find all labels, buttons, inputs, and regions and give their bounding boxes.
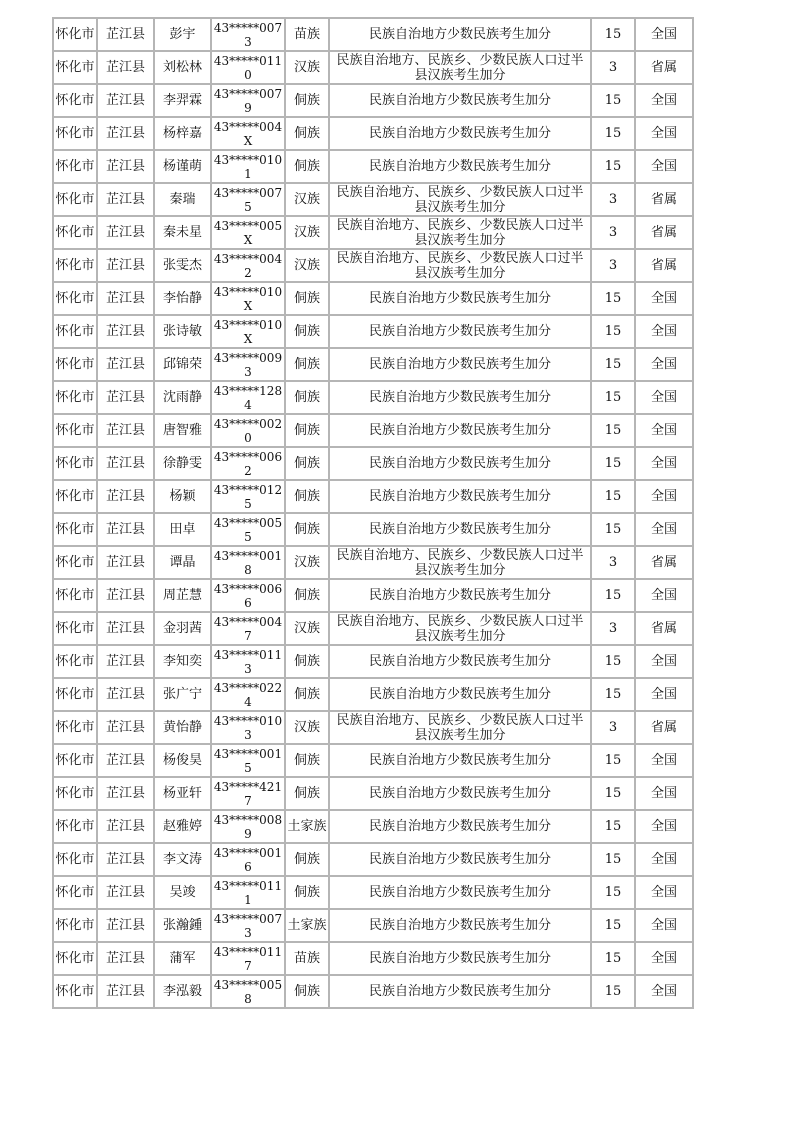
name-cell: 蒲军: [154, 942, 211, 975]
name-cell: 张瀚鍾: [154, 909, 211, 942]
id-number-cell: 43*****0018: [211, 546, 285, 579]
table-row: [53, 876, 693, 909]
id-number-cell: 43*****0101: [211, 150, 285, 183]
city-cell: 怀化市: [53, 711, 97, 744]
id-number-cell: 43*****0111: [211, 876, 285, 909]
bonus-reason-cell: 民族自治地方、民族乡、少数民族人口过半县汉族考生加分: [329, 711, 591, 744]
table-row: [53, 183, 693, 216]
id-number-cell: 43*****0073: [211, 909, 285, 942]
county-cell: 芷江县: [97, 942, 154, 975]
city-cell: 怀化市: [53, 414, 97, 447]
table-row: [53, 645, 693, 678]
scope-cell: 全国: [635, 876, 693, 909]
county-cell: 芷江县: [97, 876, 154, 909]
county-cell: 芷江县: [97, 18, 154, 51]
ethnicity-cell: 侗族: [285, 117, 329, 150]
points-cell: 15: [591, 744, 635, 777]
bonus-reason-cell: 民族自治地方少数民族考生加分: [329, 381, 591, 414]
name-cell: 李文涛: [154, 843, 211, 876]
id-number-cell: 43*****1284: [211, 381, 285, 414]
city-cell: 怀化市: [53, 447, 97, 480]
points-cell: 15: [591, 909, 635, 942]
bonus-reason-cell: 民族自治地方、民族乡、少数民族人口过半县汉族考生加分: [329, 216, 591, 249]
scope-cell: 全国: [635, 315, 693, 348]
points-cell: 15: [591, 348, 635, 381]
scope-cell: 全国: [635, 381, 693, 414]
ethnicity-cell: 汉族: [285, 183, 329, 216]
city-cell: 怀化市: [53, 612, 97, 645]
bonus-reason-cell: 民族自治地方少数民族考生加分: [329, 678, 591, 711]
city-cell: 怀化市: [53, 513, 97, 546]
city-cell: 怀化市: [53, 315, 97, 348]
county-cell: 芷江县: [97, 447, 154, 480]
name-cell: 李怡静: [154, 282, 211, 315]
scope-cell: 全国: [635, 810, 693, 843]
id-number-cell: 43*****0066: [211, 579, 285, 612]
scope-cell: 全国: [635, 678, 693, 711]
ethnicity-cell: 汉族: [285, 612, 329, 645]
points-cell: 15: [591, 810, 635, 843]
name-cell: 杨亚轩: [154, 777, 211, 810]
table-row: [53, 975, 693, 1008]
scope-cell: 全国: [635, 942, 693, 975]
city-cell: 怀化市: [53, 216, 97, 249]
scope-cell: 全国: [635, 480, 693, 513]
ethnicity-cell: 侗族: [285, 843, 329, 876]
id-number-cell: 43*****4217: [211, 777, 285, 810]
ethnicity-cell: 苗族: [285, 942, 329, 975]
bonus-reason-cell: 民族自治地方少数民族考生加分: [329, 447, 591, 480]
name-cell: 邱锦荣: [154, 348, 211, 381]
table-row: [53, 381, 693, 414]
bonus-reason-cell: 民族自治地方少数民族考生加分: [329, 645, 591, 678]
points-cell: 3: [591, 612, 635, 645]
table-row: [53, 546, 693, 579]
ethnicity-cell: 汉族: [285, 711, 329, 744]
scope-cell: 省属: [635, 249, 693, 282]
ethnicity-cell: 侗族: [285, 348, 329, 381]
scope-cell: 省属: [635, 711, 693, 744]
name-cell: 李知奕: [154, 645, 211, 678]
bonus-reason-cell: 民族自治地方少数民族考生加分: [329, 117, 591, 150]
id-number-cell: 43*****0089: [211, 810, 285, 843]
id-number-cell: 43*****005X: [211, 216, 285, 249]
bonus-reason-cell: 民族自治地方少数民族考生加分: [329, 513, 591, 546]
name-cell: 彭宇: [154, 18, 211, 51]
name-cell: 黄怡静: [154, 711, 211, 744]
city-cell: 怀化市: [53, 744, 97, 777]
scope-cell: 全国: [635, 645, 693, 678]
scope-cell: 全国: [635, 909, 693, 942]
id-number-cell: 43*****0020: [211, 414, 285, 447]
points-cell: 15: [591, 282, 635, 315]
table-row: [53, 678, 693, 711]
id-number-cell: 43*****0079: [211, 84, 285, 117]
table-row: [53, 84, 693, 117]
name-cell: 杨颖: [154, 480, 211, 513]
scope-cell: 全国: [635, 579, 693, 612]
bonus-reason-cell: 民族自治地方少数民族考生加分: [329, 315, 591, 348]
id-number-cell: 43*****0113: [211, 645, 285, 678]
bonus-reason-cell: 民族自治地方少数民族考生加分: [329, 942, 591, 975]
bonus-reason-cell: 民族自治地方少数民族考生加分: [329, 810, 591, 843]
id-number-cell: 43*****0093: [211, 348, 285, 381]
points-cell: 15: [591, 843, 635, 876]
points-cell: 3: [591, 711, 635, 744]
points-cell: 15: [591, 579, 635, 612]
table-row: [53, 810, 693, 843]
table-row: [53, 579, 693, 612]
county-cell: 芷江县: [97, 612, 154, 645]
city-cell: 怀化市: [53, 480, 97, 513]
table-row: [53, 447, 693, 480]
table-row: [53, 315, 693, 348]
name-cell: 赵雅婷: [154, 810, 211, 843]
city-cell: 怀化市: [53, 678, 97, 711]
id-number-cell: 43*****0042: [211, 249, 285, 282]
city-cell: 怀化市: [53, 843, 97, 876]
id-number-cell: 43*****0125: [211, 480, 285, 513]
table-row: [53, 612, 693, 645]
id-number-cell: 43*****004X: [211, 117, 285, 150]
ethnicity-cell: 汉族: [285, 51, 329, 84]
city-cell: 怀化市: [53, 909, 97, 942]
id-number-cell: 43*****0047: [211, 612, 285, 645]
ethnicity-cell: 土家族: [285, 909, 329, 942]
name-cell: 张诗敏: [154, 315, 211, 348]
table-row: [53, 711, 693, 744]
id-number-cell: 43*****0224: [211, 678, 285, 711]
scope-cell: 全国: [635, 150, 693, 183]
bonus-reason-cell: 民族自治地方少数民族考生加分: [329, 282, 591, 315]
table-row: [53, 282, 693, 315]
county-cell: 芷江县: [97, 513, 154, 546]
points-cell: 15: [591, 315, 635, 348]
ethnicity-cell: 土家族: [285, 810, 329, 843]
county-cell: 芷江县: [97, 645, 154, 678]
county-cell: 芷江县: [97, 414, 154, 447]
scope-cell: 省属: [635, 183, 693, 216]
ethnicity-cell: 侗族: [285, 414, 329, 447]
county-cell: 芷江县: [97, 282, 154, 315]
city-cell: 怀化市: [53, 282, 97, 315]
city-cell: 怀化市: [53, 381, 97, 414]
city-cell: 怀化市: [53, 546, 97, 579]
county-cell: 芷江县: [97, 216, 154, 249]
scope-cell: 省属: [635, 216, 693, 249]
table-row: [53, 909, 693, 942]
points-cell: 15: [591, 777, 635, 810]
bonus-reason-cell: 民族自治地方少数民族考生加分: [329, 744, 591, 777]
ethnicity-cell: 侗族: [285, 645, 329, 678]
bonus-reason-cell: 民族自治地方少数民族考生加分: [329, 348, 591, 381]
county-cell: 芷江县: [97, 117, 154, 150]
county-cell: 芷江县: [97, 777, 154, 810]
scope-cell: 全国: [635, 282, 693, 315]
county-cell: 芷江县: [97, 843, 154, 876]
ethnicity-cell: 侗族: [285, 282, 329, 315]
ethnicity-cell: 汉族: [285, 216, 329, 249]
city-cell: 怀化市: [53, 777, 97, 810]
points-cell: 15: [591, 480, 635, 513]
bonus-points-table: [52, 17, 694, 1009]
county-cell: 芷江县: [97, 348, 154, 381]
ethnicity-cell: 侗族: [285, 876, 329, 909]
id-number-cell: 43*****0015: [211, 744, 285, 777]
scope-cell: 全国: [635, 414, 693, 447]
id-number-cell: 43*****0055: [211, 513, 285, 546]
scope-cell: 全国: [635, 513, 693, 546]
points-cell: 3: [591, 216, 635, 249]
name-cell: 田卓: [154, 513, 211, 546]
name-cell: 秦瑞: [154, 183, 211, 216]
table-row: [53, 414, 693, 447]
bonus-reason-cell: 民族自治地方、民族乡、少数民族人口过半县汉族考生加分: [329, 612, 591, 645]
table-row: [53, 249, 693, 282]
bonus-reason-cell: 民族自治地方少数民族考生加分: [329, 414, 591, 447]
ethnicity-cell: 侗族: [285, 480, 329, 513]
points-cell: 15: [591, 678, 635, 711]
scope-cell: 省属: [635, 546, 693, 579]
points-cell: 15: [591, 18, 635, 51]
scope-cell: 全国: [635, 348, 693, 381]
county-cell: 芷江县: [97, 480, 154, 513]
id-number-cell: 43*****0110: [211, 51, 285, 84]
bonus-reason-cell: 民族自治地方、民族乡、少数民族人口过半县汉族考生加分: [329, 51, 591, 84]
name-cell: 张雯杰: [154, 249, 211, 282]
bonus-reason-cell: 民族自治地方少数民族考生加分: [329, 150, 591, 183]
points-cell: 3: [591, 249, 635, 282]
scope-cell: 全国: [635, 975, 693, 1008]
table-body: [53, 18, 693, 1008]
ethnicity-cell: 侗族: [285, 513, 329, 546]
ethnicity-cell: 侗族: [285, 447, 329, 480]
table-row: [53, 480, 693, 513]
scope-cell: 全国: [635, 18, 693, 51]
ethnicity-cell: 侗族: [285, 579, 329, 612]
scope-cell: 全国: [635, 117, 693, 150]
name-cell: 杨俊昊: [154, 744, 211, 777]
bonus-reason-cell: 民族自治地方少数民族考生加分: [329, 975, 591, 1008]
points-cell: 15: [591, 942, 635, 975]
city-cell: 怀化市: [53, 348, 97, 381]
id-number-cell: 43*****0117: [211, 942, 285, 975]
points-cell: 15: [591, 117, 635, 150]
ethnicity-cell: 侗族: [285, 381, 329, 414]
bonus-reason-cell: 民族自治地方少数民族考生加分: [329, 579, 591, 612]
points-cell: 15: [591, 645, 635, 678]
scope-cell: 省属: [635, 51, 693, 84]
id-number-cell: 43*****0058: [211, 975, 285, 1008]
table-row: [53, 744, 693, 777]
name-cell: 徐静雯: [154, 447, 211, 480]
points-cell: 3: [591, 183, 635, 216]
table-row: [53, 777, 693, 810]
county-cell: 芷江县: [97, 183, 154, 216]
name-cell: 杨谨萌: [154, 150, 211, 183]
points-cell: 15: [591, 414, 635, 447]
ethnicity-cell: 侗族: [285, 150, 329, 183]
county-cell: 芷江县: [97, 678, 154, 711]
table-row: [53, 150, 693, 183]
bonus-reason-cell: 民族自治地方少数民族考生加分: [329, 843, 591, 876]
bonus-reason-cell: 民族自治地方少数民族考生加分: [329, 876, 591, 909]
bonus-reason-cell: 民族自治地方少数民族考生加分: [329, 777, 591, 810]
name-cell: 金羽茜: [154, 612, 211, 645]
table-row: [53, 51, 693, 84]
id-number-cell: 43*****0073: [211, 18, 285, 51]
city-cell: 怀化市: [53, 975, 97, 1008]
ethnicity-cell: 苗族: [285, 18, 329, 51]
points-cell: 15: [591, 447, 635, 480]
name-cell: 秦未星: [154, 216, 211, 249]
bonus-reason-cell: 民族自治地方、民族乡、少数民族人口过半县汉族考生加分: [329, 249, 591, 282]
table-row: [53, 348, 693, 381]
name-cell: 刘松林: [154, 51, 211, 84]
ethnicity-cell: 侗族: [285, 975, 329, 1008]
county-cell: 芷江县: [97, 909, 154, 942]
ethnicity-cell: 汉族: [285, 249, 329, 282]
ethnicity-cell: 侗族: [285, 777, 329, 810]
table-row: [53, 117, 693, 150]
scope-cell: 全国: [635, 447, 693, 480]
scope-cell: 省属: [635, 612, 693, 645]
bonus-reason-cell: 民族自治地方少数民族考生加分: [329, 909, 591, 942]
points-cell: 15: [591, 150, 635, 183]
table-row: [53, 216, 693, 249]
city-cell: 怀化市: [53, 84, 97, 117]
city-cell: 怀化市: [53, 249, 97, 282]
bonus-reason-cell: 民族自治地方少数民族考生加分: [329, 84, 591, 117]
bonus-reason-cell: 民族自治地方少数民族考生加分: [329, 18, 591, 51]
name-cell: 李泓毅: [154, 975, 211, 1008]
points-cell: 3: [591, 546, 635, 579]
id-number-cell: 43*****0103: [211, 711, 285, 744]
county-cell: 芷江县: [97, 744, 154, 777]
name-cell: 周芷慧: [154, 579, 211, 612]
id-number-cell: 43*****010X: [211, 282, 285, 315]
city-cell: 怀化市: [53, 579, 97, 612]
name-cell: 吴竣: [154, 876, 211, 909]
name-cell: 沈雨静: [154, 381, 211, 414]
table-row: [53, 942, 693, 975]
county-cell: 芷江县: [97, 315, 154, 348]
name-cell: 谭晶: [154, 546, 211, 579]
points-cell: 15: [591, 84, 635, 117]
county-cell: 芷江县: [97, 975, 154, 1008]
name-cell: 唐智雅: [154, 414, 211, 447]
county-cell: 芷江县: [97, 51, 154, 84]
ethnicity-cell: 侗族: [285, 678, 329, 711]
scope-cell: 全国: [635, 744, 693, 777]
city-cell: 怀化市: [53, 942, 97, 975]
city-cell: 怀化市: [53, 876, 97, 909]
city-cell: 怀化市: [53, 150, 97, 183]
points-cell: 15: [591, 876, 635, 909]
county-cell: 芷江县: [97, 249, 154, 282]
ethnicity-cell: 侗族: [285, 84, 329, 117]
bonus-reason-cell: 民族自治地方、民族乡、少数民族人口过半县汉族考生加分: [329, 546, 591, 579]
county-cell: 芷江县: [97, 150, 154, 183]
county-cell: 芷江县: [97, 546, 154, 579]
name-cell: 张广宁: [154, 678, 211, 711]
scope-cell: 全国: [635, 84, 693, 117]
name-cell: 李羿霖: [154, 84, 211, 117]
bonus-reason-cell: 民族自治地方、民族乡、少数民族人口过半县汉族考生加分: [329, 183, 591, 216]
id-number-cell: 43*****0062: [211, 447, 285, 480]
points-cell: 3: [591, 51, 635, 84]
table-row: [53, 513, 693, 546]
city-cell: 怀化市: [53, 18, 97, 51]
points-cell: 15: [591, 513, 635, 546]
scope-cell: 全国: [635, 777, 693, 810]
scope-cell: 全国: [635, 843, 693, 876]
ethnicity-cell: 侗族: [285, 744, 329, 777]
ethnicity-cell: 侗族: [285, 315, 329, 348]
name-cell: 杨梓嘉: [154, 117, 211, 150]
county-cell: 芷江县: [97, 84, 154, 117]
county-cell: 芷江县: [97, 381, 154, 414]
points-cell: 15: [591, 975, 635, 1008]
id-number-cell: 43*****010X: [211, 315, 285, 348]
county-cell: 芷江县: [97, 579, 154, 612]
points-cell: 15: [591, 381, 635, 414]
city-cell: 怀化市: [53, 117, 97, 150]
table-row: [53, 843, 693, 876]
county-cell: 芷江县: [97, 711, 154, 744]
city-cell: 怀化市: [53, 645, 97, 678]
city-cell: 怀化市: [53, 51, 97, 84]
table-row: [53, 18, 693, 51]
ethnicity-cell: 汉族: [285, 546, 329, 579]
county-cell: 芷江县: [97, 810, 154, 843]
id-number-cell: 43*****0075: [211, 183, 285, 216]
city-cell: 怀化市: [53, 183, 97, 216]
bonus-reason-cell: 民族自治地方少数民族考生加分: [329, 480, 591, 513]
id-number-cell: 43*****0016: [211, 843, 285, 876]
city-cell: 怀化市: [53, 810, 97, 843]
